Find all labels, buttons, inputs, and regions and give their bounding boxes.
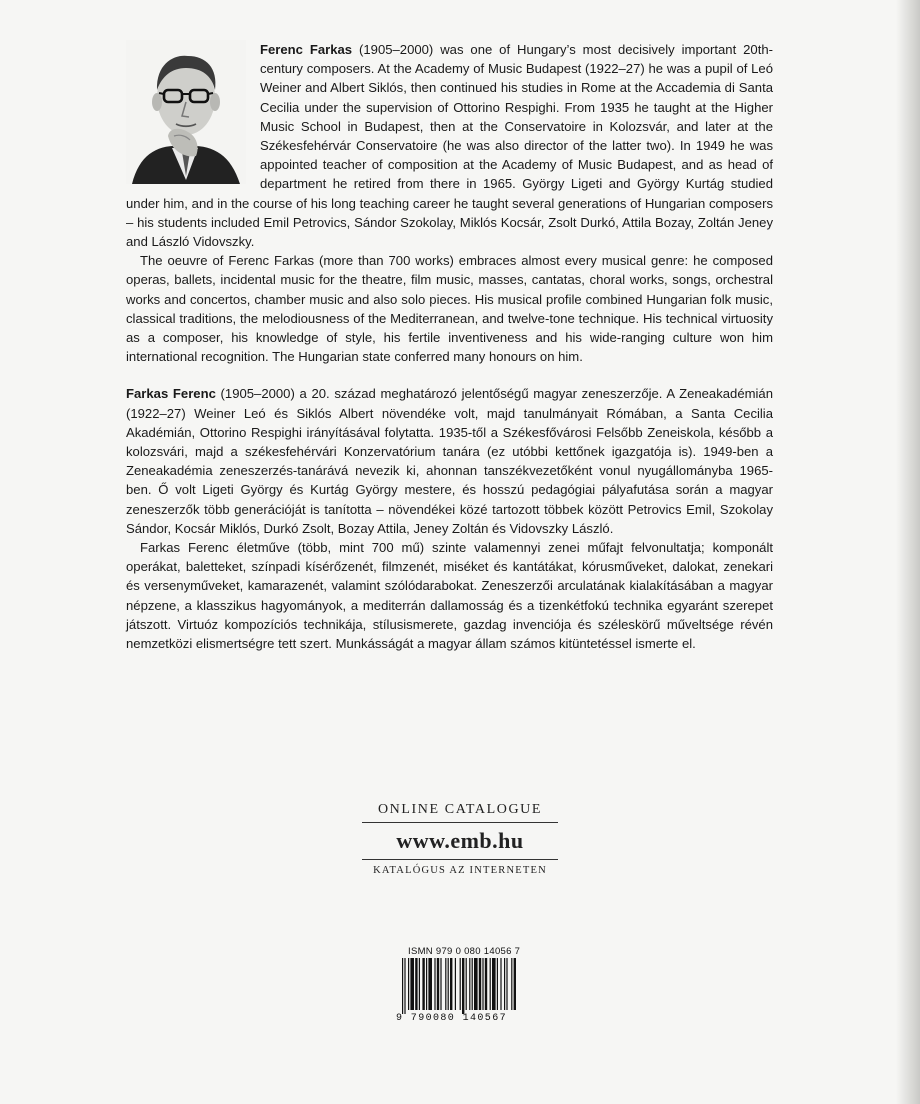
barcode-bar bbox=[448, 958, 449, 1010]
hungarian-bio-paragraph-2: Farkas Ferenc életműve (több, mint 700 mű) szinte valamennyi zenei műfajt felvonultatja; komponált operákat, baletteket, színpadi kísérőzenét, filmzenét, miséket és kantátákat, kórusműveket, dalokat, zenekari és versenyműveket, kamarazenét, valamint szólódarabokat. Zeneszerzői arculatának kialakításában a magyar népzene, a klasszikus hagyományok, a mediterrán dallamosság és a tizenkétfokú technika egyaránt szerepet játszott. Virtuóz kompozíciós technikája, stílusismerete, gazdag invenciója és széleskörű műveltsége révén nemzetközi elismertségre tett szert. Munkásságát a magyar állam számos kitüntetéssel ismerte el. bbox=[126, 540, 773, 652]
barcode-bar bbox=[437, 958, 439, 1010]
barcode-bar bbox=[492, 958, 496, 1010]
barcode-bar bbox=[474, 958, 478, 1010]
hungarian-composer-name: Farkas Ferenc bbox=[126, 386, 216, 402]
barcode-bar bbox=[422, 958, 424, 1010]
english-bio-paragraph-1-text: (1905–2000) was one of Hungary’s most decisively important 20th-century composers. At the Academy of Music Budapest (1922–27) he was a pupil of Leó Weiner and Albert Siklós, then continued his studies in Rome at the Accademia di Santa Cecilia under the supervision of Ottorino Respighi. From 1935 he taught at the Higher Music School in Budapest, then at the Conservatoire in Kolozsvár, and later at the Székesfehérvár Conservatoire (he was also director of the latter two). In 1949 he was appointed teacher of composition at the Academy of Music Budapest, and as head of department he retired from there in 1965. György Ligeti and György Kurtág studied under him, and in the course of his long teaching career he taught several generations of Hungarian composers – his students included Emil Petrovics, Sándor Szokolay, Miklós Kocsár, Zsolt Durkó, Attila Bozay, Zoltán Jeney and László Vidovszky. bbox=[126, 42, 773, 250]
hungarian-bio-paragraph-1 bbox=[126, 384, 773, 538]
page-edge-shadow bbox=[896, 0, 920, 1104]
barcode-bar bbox=[428, 958, 432, 1010]
barcode-bar bbox=[434, 958, 435, 1010]
barcode-bar bbox=[469, 958, 470, 1010]
barcode-bar bbox=[500, 958, 501, 1010]
hungarian-bio-paragraph-1-text: (1905–2000) a 20. század meghatározó jelentőségű magyar zeneszerzője. A Zeneakadémián (1922–27) Weiner Leó és Siklós Albert növendéke volt, majd tanulmányait Rómában, a Santa Cecilia Akadémián, Ottorino Respighi irányításával folytatta. 1935-től a Székesfővárosi Felsőbb Zeneiskola, később a kolozsvári, majd a székesfehérvári Konzervatórium tanára (ez utóbbi kettőnek igazgatója is). 1949-ben a Zeneakadémia zeneszerzés-tanárává nevezik ki, ahonnan tanszékvezetőként vonul nyugállományba 1965-ben. Ő volt Ligeti György és Kurtág György mestere, és hosszú pedagógiai pályafutása során a magyar zeneszerzők több generációját is tanította – növendékei közé tartozott többek között Petrovics Emil, Szokolay Sándor, Kocsár Miklós, Durkó Zsolt, Bozay Attila, Jeney Zoltán és Vidovszky László. bbox=[126, 386, 773, 536]
barcode-bar bbox=[445, 958, 446, 1010]
barcode-block bbox=[396, 944, 522, 1028]
barcode-bar bbox=[408, 958, 409, 1010]
barcode-bar bbox=[450, 958, 452, 1010]
barcode-bar bbox=[472, 958, 473, 1010]
portrait-illustration bbox=[126, 40, 246, 184]
barcode-bar bbox=[460, 958, 461, 1010]
online-catalogue-label: ONLINE CATALOGUE bbox=[377, 802, 543, 817]
online-catalogue-block bbox=[362, 800, 558, 880]
barcode-bar bbox=[426, 958, 427, 1010]
barcode-bar bbox=[402, 958, 403, 1014]
barcode-bar bbox=[511, 958, 512, 1010]
barcode-bar bbox=[419, 958, 420, 1010]
barcode-bar bbox=[479, 958, 481, 1010]
barcode-bar bbox=[415, 958, 417, 1010]
catalogue-url-link[interactable]: www.emb.hu bbox=[396, 828, 524, 853]
catalogue-rule-top bbox=[362, 822, 558, 823]
barcode-digits: 9 790080 140567 bbox=[396, 1013, 508, 1024]
catalogue-rule-bottom bbox=[362, 859, 558, 860]
barcode-bar bbox=[490, 958, 491, 1010]
ismn-number: ISMN 979 0 080 14056 7 bbox=[408, 946, 521, 957]
barcode-bar bbox=[404, 958, 405, 1014]
ean-barcode-icon bbox=[396, 958, 522, 1014]
biography-text bbox=[126, 40, 773, 653]
barcode-bar bbox=[514, 958, 516, 1010]
english-composer-name: Ferenc Farkas bbox=[260, 42, 353, 57]
barcode-bar bbox=[497, 958, 498, 1010]
english-bio-paragraph-2: The oeuvre of Ferenc Farkas (more than 700 works) embraces almost every musical genre: he composed operas, ballets, incidental music for the theatre, film music, masses, cantatas, choral works, songs, orchestral works and concertos, chamber music and also solo pieces. His musical profile combined Hungarian folk music, classical traditions, the melodiousness of the Mediterranean, and twelve-tone technique. His technical virtuosity as a composer, his knowledge of style, his fertile inventiveness and his wide-ranging culture won him international recognition. The Hungarian state conferred many honours on him. bbox=[126, 253, 773, 365]
catalogue-hungarian-label: KATALÓGUS AZ INTERNETEN bbox=[373, 865, 547, 876]
barcode-bar bbox=[506, 958, 507, 1010]
barcode-bar bbox=[485, 958, 487, 1010]
barcode-bar bbox=[482, 958, 483, 1010]
barcode-bar bbox=[462, 958, 464, 1014]
section-spacer bbox=[126, 366, 773, 384]
barcode-bar bbox=[440, 958, 441, 1010]
composer-portrait-photo bbox=[126, 40, 246, 184]
barcode-bar bbox=[466, 958, 467, 1010]
barcode-bar bbox=[410, 958, 414, 1010]
barcode-bar bbox=[504, 958, 505, 1010]
barcode-bar bbox=[455, 958, 456, 1010]
